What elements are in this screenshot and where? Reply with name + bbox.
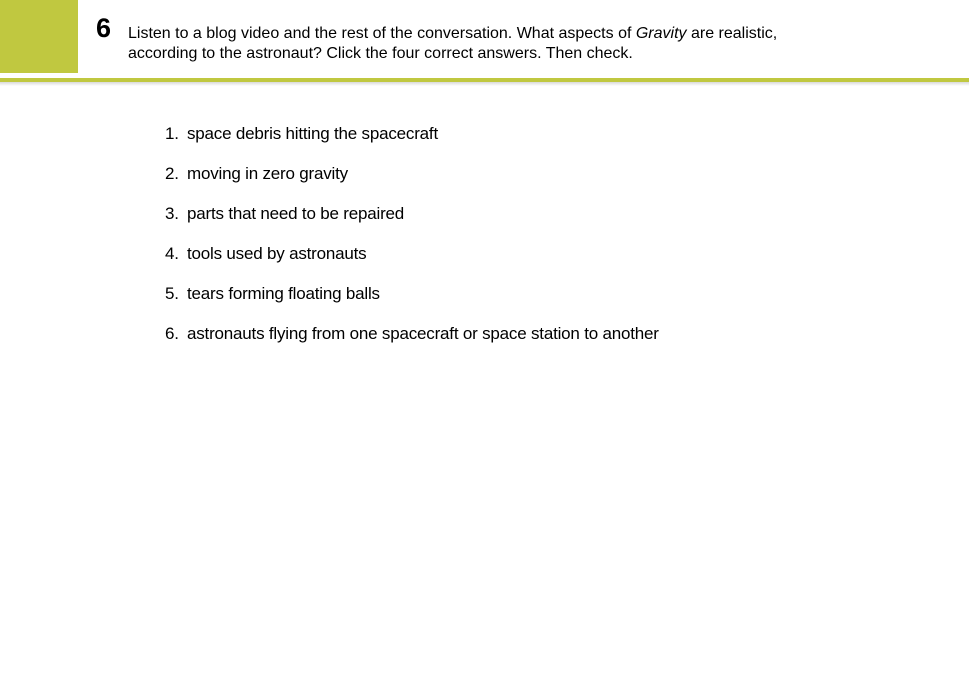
- instruction-text-line2: according to the astronaut? Click the four correct answers. Then check.: [128, 45, 633, 62]
- header-divider-shadow: [0, 82, 969, 86]
- answer-text: tears forming floating balls: [187, 284, 380, 303]
- answer-text: astronauts flying from one spacecraft or space station to another: [187, 324, 659, 343]
- answer-number: 1.: [165, 124, 179, 143]
- film-title: Gravity: [635, 25, 687, 42]
- answer-text: tools used by astronauts: [187, 244, 367, 263]
- answer-text: moving in zero gravity: [187, 164, 348, 183]
- answer-number: 4.: [165, 244, 179, 263]
- answer-option-1[interactable]: [165, 124, 659, 164]
- answer-number: 5.: [165, 284, 179, 303]
- exercise-header: [0, 0, 969, 78]
- instruction-text-start: Listen to a blog video and the rest of the conversation. What aspects of: [128, 25, 636, 42]
- answer-list: [165, 124, 659, 364]
- answer-number: 6.: [165, 324, 179, 343]
- answer-text: space debris hitting the spacecraft: [187, 124, 438, 143]
- answer-text: parts that need to be repaired: [187, 204, 405, 223]
- answer-number: 2.: [165, 164, 179, 183]
- instruction-text-end: are realistic,: [686, 25, 778, 42]
- answer-option-5[interactable]: [165, 284, 659, 324]
- answer-option-6[interactable]: [165, 324, 659, 364]
- answer-option-2[interactable]: [165, 164, 659, 204]
- exercise-number: 6: [96, 13, 112, 43]
- exercise-instructions: [128, 24, 928, 64]
- answer-option-4[interactable]: [165, 244, 659, 284]
- accent-block: [0, 0, 78, 73]
- answer-number: 3.: [165, 204, 179, 223]
- answer-option-3[interactable]: [165, 204, 659, 244]
